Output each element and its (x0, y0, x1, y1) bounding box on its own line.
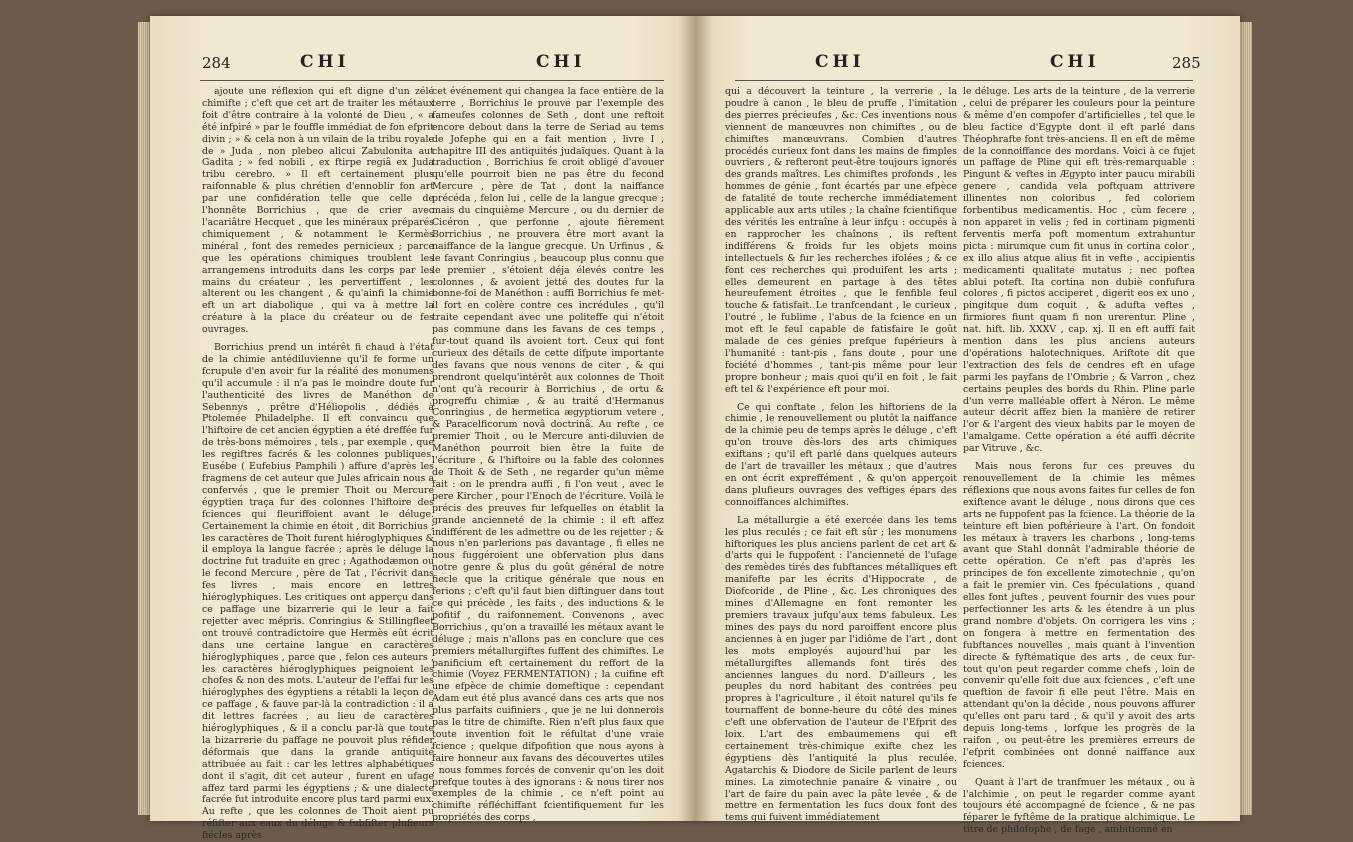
header-rule (735, 80, 1193, 81)
left-page (150, 16, 695, 842)
left-column-2 (432, 86, 664, 824)
right-column-1 (725, 86, 957, 824)
paragraph: La métallurgie a été exercée dans les tems les plus reculés ; ce fait eft sûr ; les monumens hiftoriques les plus anciens parlent de cet art & d'arts qui le fuppofent : l'ancienneté de l'ufage des remèdes tirés des fubftances métalliques eft manifefte par les écrits d'Hippocrate , de Diofcoride , de Pline , &c. Les chroniques des mines d'Allemagne en font remonter les premiers travaux jufqu'aux tems fabuleux. Les mines des pays du nord paroiffent encore plus anciennes à en juger par l'idiôme de l'art , dont les mots employés aujourd'hui par les métallurgiftes allemands font tirés des anciennes langues du nord. D'ailleurs , les peuples du nord habitant des contrées peu propres à l'agriculture , il étoit naturel qu'ils fe tournaffent de bonne-heure du côté des mines c'eft une obfervation de l'auteur de l'Efprit des loix. L'art des embaumemens qui eft certainement très-chimique exifte chez les égyptiens dès l'antiquité la plus reculée. Agatarchis & Diodore de Sicile parlent de leurs mines. La zimotechnie panaire & vinaire , ou l'art de faire du pain avec la pâte levée , & de mettre en fermentation les fucs doux font des tems qui fuivent immédiatement (725, 514, 957, 824)
paragraph: le déluge. Les arts de la teinture , de la verrerie , celui de préparer les couleurs pour la peinture & même d'en compofer d'artificielles , tel que le bleu factice d'Egypte dont il eft parlé dans Théophrafte font très-anciens. Il en eft de même de la connoiffance des mordans. Voici à ce fujet un paffage de Pline qui eft très-remarquable : Pingunt & veftes in Ægypto inter paucu mirabili genere , candida vela poftquam attrivere illinentes non coloribus , fed coloriem forbentibus medicamentis. Hoc , cùm fecere , non apparet in velis ; fed in cortinam pigmenti ferventis merfa poft momentum extrahuntur picta : mirumque cum fit unus in cortina color , ex illo alius atque alius fit in vefte , accipientis medicamenti qualitate mutatus ; nec poftea ablui poteft. Ita cortina non dubiè confufura colores , fi pictos acciperet , digerit eos ex uno , pingitque dum coquit , & adufta veftes , firmiores fiunt quam fi non urerentur. Pline , nat. hift. lib. XXXV , cap. xj. Il en eft auffi fait mention dans les plus anciens auteurs d'opérations halotechniques. Ariftote dit que l'extraction des fels de cendres eft en ufage parmi les payfans de l'Ombrie ; & Varron , chez certains peuples des bords du Rhin. Pline parle d'un verre malléable offert à Néron. Le même auteur décrit affez bien la manière de retirer l'or & l'argent des vieux habits par le moyen de l'amalgame. Cette opération a été auffi décrite par Vitruve , &c. (963, 86, 1195, 455)
paragraph: Borrichius prend un intérêt fi chaud à l'état de la chimie antédiluvienne qu'il fe forme un fcrupule d'en avoir fur la réalité des monumens qu'il accumule : il n'a pas le moindre doute fur l'authenticité des livres de Manéthon de Sebennys , prêtre d'Héliopolis , dédiés à Ptolemée Philadelphe. Il eft convaincu que l'hiftoire de cet ancien égyptien a été dreffée fur de très-bons mémoires , tels , par exemple , que les regiftres facrés & les colonnes publiques. Eusébe ( Eufebius Pamphili ) affure d'après les fragmens de cet auteur que Jules africain nous a confervés , que le premier Thoit ou Mercure égyptien traça fur des colonnes l'hiftoire des fciences qui fleuriffoient avant le déluge. Certainement la chimie en étoit , dit Borrichius ; les caractères de Thoit furent hiéroglyphiques & il employa la langue facrée ; après le déluge la doctrine fut traduite en grec ; Agathodæmon ou le fecond Mercure , père de Tat , l'écrivit dans fes livres , mais encore en lettres hiéroglyphiques. Les critiques ont apperçu dans ce paffage une bizarrerie qui le leur a fait rejetter avec mépris. Conringius & Stillingfleet ont trouvé contradictoire que Hermès eût écrit dans une certaine langue en caractères hiéroglyphiques , parce que , felon ces auteurs , les caractères hiéroglyphiques peignoient les chofes & non des mots. L'auteur de l'effai fur les hiéroglyphes des égyptiens a rétabli la leçon de ce paffage , & fauve par-là la contradiction : il a dit lettres facrées , au lieu de caractères hiéroglyphiques , & il a conclu par-là que toute la bizarrerie du paffage ne pouvoit plus réfider déformais que dans la grande antiquité attribuée au fait : car les lettres alphabétiques dont il s'agit, dit cet auteur , furent en ufage affez tard parmi les égyptiens ; & une dialecte facrée fut introduite encore plus tard parmi eux. Au refte , que les colonnes de Thoit aient pu réfifter aux eaux du déluge & fubfifter plufieurs fiécles après (202, 342, 434, 842)
right-page (695, 16, 1240, 836)
book-spread (150, 16, 1240, 842)
left-column-1 (202, 86, 434, 842)
book-gutter (678, 16, 712, 821)
paragraph: cet événement qui changea la face entière de la terre , Borrichius le prouve par l'exemple des fameufes colonnes de Seth , dont une reftoit encore debout dans la terre de Seriad au tems de Jofephe qui en a fait mention , livre I , chapitre III des antiquités judaïques. Quant à la traduction , Borrichius fe croit obligé d'avouer qu'elle pourroit bien ne pas être du fecond Mercure , père de Tat , dont la naiffance précéda , felon lui , celle de la langue grecque ; mais du cinquième Mercure , ou du dernier de Cicéron , que perfonne , ajoute fièrement Borrichius , ne prouvera être mort avant la naiffance de la langue grecque. Un Urfinus , & le favant Conringius , beaucoup plus connu que le premier , s'étoient déja élevés contre les colonnes , & avoient jetté des doutes fur la bonne-foi de Manéthon : auffi Borrichius fe met-il fort en colère contre ces incrédules , qu'il traite cependant avec une politeffe qui n'étoit pas commune dans les favans de ces temps , fur-tout quand ils avoient tort. Ceux qui font curieux des détails de cette difpute importante des favans que nous venons de citer , & qui prendront quelqu'intérêt aux colonnes de Thoit n'ont qu'à recourir à Borrichius , de ortu & progreffu chimiæ , & au traité d'Hermanus Conringius , de hermetica ægyptiorum vetere , & Paracelficorum novâ doctrinâ. Au refte , ce premier Thoit , ou le Mercure anti-diluvien de Manéthon pourroit bien être la fuite de l'écriture , & l'hiftoire ou la fable des colonnes de Thoit & de Seth , ne regarder qu'un même fait : on le prendra auffi , fi l'on veut , avec le pere Kircher , pour l'Enoch de l'écriture. Voilà le précis des preuves fur lefquelles on établit la grande ancienneté de la chimie : il eft affez indifférent de les admettre ou de les rejetter ; & nous n'en parlerions pas davantage , fi elles ne nous fuggéroient une obfervation plus dans notre genre & plus du goût général de notre fiecle que la critique générale que nous en ferions ; c'eft qu'il faut bien diftinguer dans tout ce qui précède , les faits , des inductions & le pofitif , du raifonnement. Convenons , avec Borrichius , qu'on a travaillé les métaux avant le déluge ; mais n'allons pas en conclure que ces premiers métallurgiftes fuffent des chimiftes. Le panificium eft certainement du reffort de la chimie (Voyez FERMENTATION) ; la cuifine eft une efpèce de chimie domeftique : cependant Adam eut été plus avancé dans ces arts que nos plus parfaits cuifiniers , que je ne lui donnerois pas le titre de chimifte. Rien n'eft plus faux que toute invention foit le réfultat d'une vraie fcience ; quelque difpofition que nous ayons à faire honneur aux favans des découvertes utiles , nous fommes forcés de convenir qu'on les doit prefque toutes à des ignorans : & nous tirer nos exemples de la chimie , ce n'eft point au chimifte réfléchiffant fcientifiquement fur les propriétés des corps , (432, 86, 664, 824)
left-running-head-col2: CHI (536, 52, 586, 72)
paragraph: Mais nous ferons fur ces preuves du renouvellement de la chimie les mêmes réflexions que nous avons faites fur celles de fon exiftence avant le déluge , nous dirons que ces arts ne fuppofent pas la fcience. La théorie de la teinture eft bien poftérieure à l'art. On fondoit les métaux à travers les charbons , long-tems avant que Stahl donnât l'admirable théorie de cette opération. Ce n'eft pas d'après les principes de fon excellente zimotechnie , qu'on a fait le premier vin. Ces fpéculations , quand elles font juftes , peuvent fournir des vues pour perfectionner les arts & les étendre à un plus grand nombre d'objets. On corrigera les vins ; on fongera à mettre en fermentation des fubftances nouvelles , mais quant à l'invention directe & fyftématique des arts , de ceux fur-tout qu'on peut regarder comme chefs , loin de convenir qu'elle foit due aux fciences , c'eft une queftion de favoir fi elle peut l'être. Mais en attendant qu'on la décide , nous pouvons affurer qu'elles ont paru tard , & qu'il y avoit des arts depuis long-tems , lorfque les progrès de la raifon , ou peut-être les premières erreurs de l'efprit combinées ont donné naiffance aux fciences. (963, 461, 1195, 770)
left-page-number: 284 (202, 54, 231, 72)
right-page-number: 285 (1172, 54, 1201, 72)
right-running-head-col2: CHI (1050, 52, 1100, 72)
right-page-edges (1238, 22, 1252, 815)
paragraph: qui a découvert la teinture , la verrerie , la poudre à canon , le bleu de pruffe , l'imitation des pierres précieufes , &c. Ces inventions nous viennent de manœuvres non chimiftes , ou de chimiftes manœuvrans. Combien d'autres procédés curieux font dans les mains de fimples ouvriers , & refteront peut-être toujours ignorés des grands maîtres. Les chimiftes profonds , les hommes de génie , font écartés par une efpèce de fatalité de toute recherche immédiatement applicable aux arts utiles ; la chaîne fcientifique des vérités les entraîne à leur infçu : occupés à en rapprocher les chaînons , ils reftent indifférens & froids fur les objets moins intellectuels & fur les recherches ifolées ; & ce font ces recherches qui produifent les arts ; elles demeurent en partage à des têtes heureufement étroites , que le fenfible feul touche & fatisfait. Le tranfcendant , le curieux , l'outré , le fublime , l'abus de la fcience en un mot eft le feul capable de fatisfaire le goût malade de ces génies prefque fupérieurs à l'humanité : tant-pis , fans doute , pour une fociété d'hommes , tant-pis même pour leur propre bonheur ; mais quoi qu'il en foit , le fait eft tel & l'expérience eft pour moi. (725, 86, 957, 395)
right-page-header (695, 52, 1240, 80)
right-running-head: CHI (815, 52, 865, 72)
paragraph: ajoute une réflexion qui eft digne d'un zélé chimifte ; c'eft que cet art de traiter les métaux foit d'être contraire à la volonté de Dieu , « a été infpiré » par le fouffle immédiat de fon efprit divin ; » & cela non à un vilain de la tribu royale de » Juda , non plebeo alicui Zabulonita aut Gadita ; » fed nobili , ex ftirpe regiâ ex Juda tribu cerebro. » Il eft certainement plus raifonnable & plus chrétien d'ennoblir fon art par une confidération telle que celle de l'honnête Borrichius , que de crier avec l'acariâtre Hecquet , que les minéraux préparés chimiquement , & notamment le Kermès minéral , font des remedes pernicieux ; parce que les opérations chimiques troublent les arrangemens introduits dans les corps par les mains du créateur , les pervertiffent , les alterent ou les changent , & qu'ainfi la chimie eft un art diabolique , qui va à mettre la créature à la place du créateur ou de fes ouvrages. (202, 86, 434, 336)
paragraph: Quant à l'art de tranfmuer les métaux , ou à l'alchimie , on peut le regarder comme ayant toujours été accompagné de fcience , & ne pas féparer le fyftême de la pratique alchimique. Le titre de philofophe , de fage , ambitionné en (963, 776, 1195, 836)
header-rule (200, 80, 664, 81)
paragraph: Ce qui conftate , felon les hiftoriens de la chimie , le renouvellement ou plutôt la naiffance de la chimie peu de temps après le déluge , c'eft qu'on trouve dès-lors des arts chimiques exiftans ; qu'il eft parlé dans quelques auteurs de l'art de travailler les métaux ; que d'autres en ont écrit expreffément , & qu'on apperçoit dans plufieurs ouvrages des veftiges épars des connoiffances alchimiftes. (725, 401, 957, 508)
left-running-head: CHI (300, 52, 350, 72)
right-column-2 (963, 86, 1195, 836)
left-page-header (150, 52, 695, 80)
